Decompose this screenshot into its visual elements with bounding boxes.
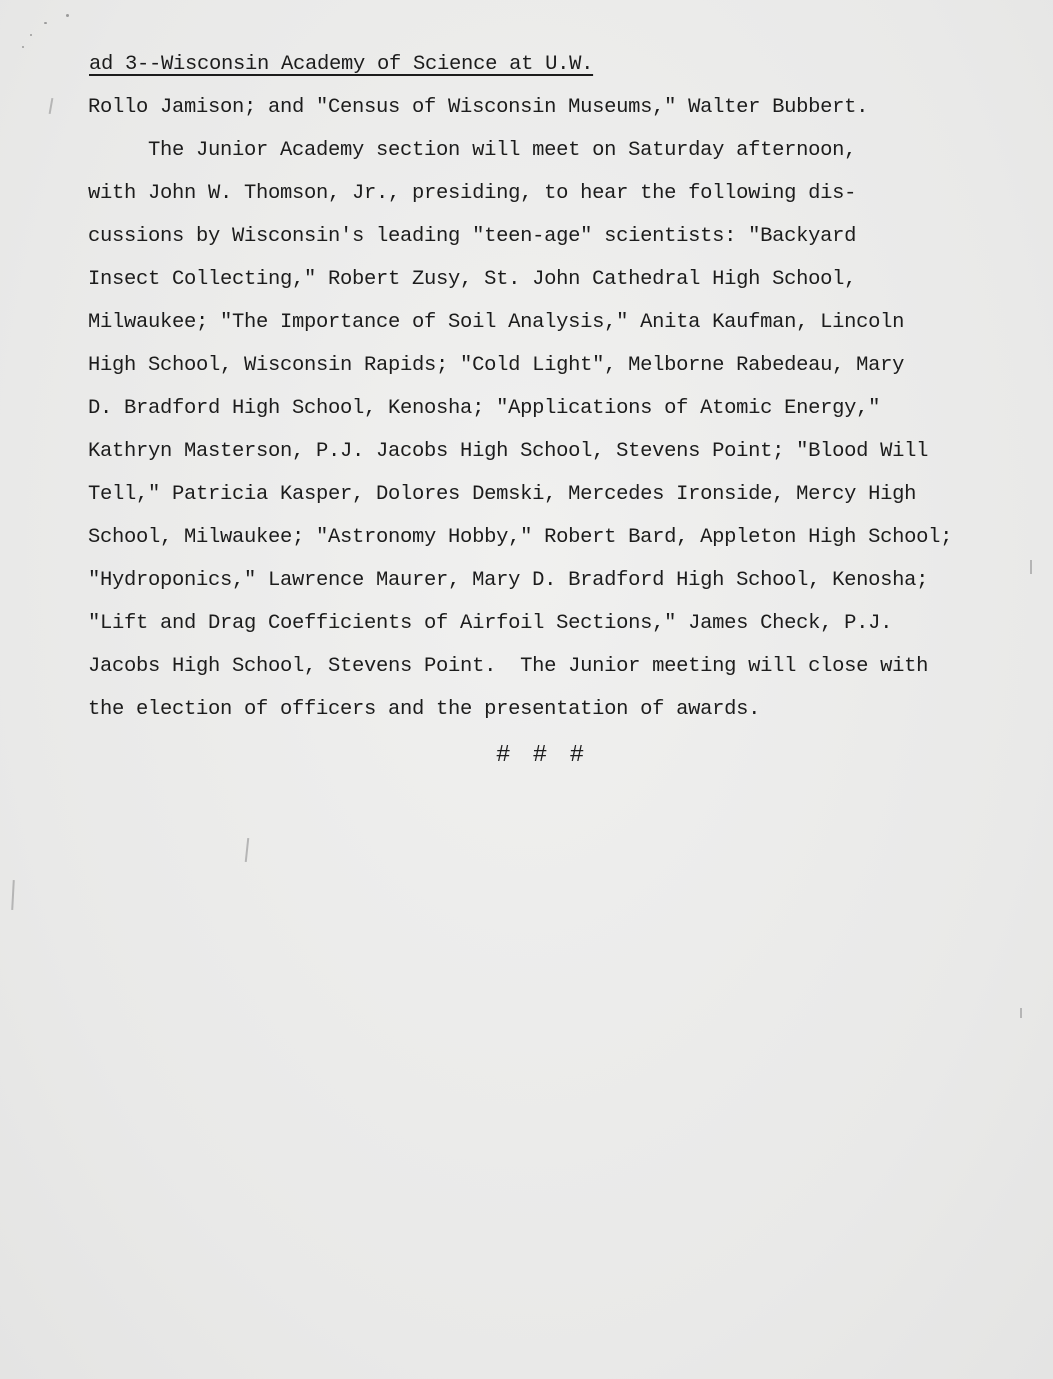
paper-speck (66, 14, 69, 17)
paper-scratch (11, 880, 15, 910)
paper-speck (22, 46, 24, 48)
body-line: D. Bradford High School, Kenosha; "Applications of Atomic Energy," (88, 397, 881, 420)
body-line: Rollo Jamison; and "Census of Wisconsin Museums," Walter Bubbert. (88, 96, 869, 119)
body-line: Milwaukee; "The Importance of Soil Analysis," Anita Kaufman, Lincoln (88, 311, 905, 334)
paper-scratch (49, 98, 54, 114)
body-line: Kathryn Masterson, P.J. Jacobs High School, Stevens Point; "Blood Will (88, 440, 929, 463)
body-line: with John W. Thomson, Jr., presiding, to hear the following dis- (88, 182, 857, 205)
paper-scratch (1030, 560, 1032, 574)
body-line: "Hydroponics," Lawrence Maurer, Mary D. Bradford High School, Kenosha; (88, 569, 929, 592)
paper-speck (30, 34, 32, 36)
body-line: Jacobs High School, Stevens Point. The Junior meeting will close with (88, 655, 929, 678)
body-line: Tell," Patricia Kasper, Dolores Demski, Mercedes Ironside, Mercy High (88, 483, 917, 506)
paper-scratch (245, 838, 249, 862)
body-line: The Junior Academy section will meet on Saturday afternoon, (88, 139, 857, 162)
body-line: the election of officers and the presentation of awards. (88, 698, 761, 721)
body-line: High School, Wisconsin Rapids; "Cold Light", Melborne Rabedeau, Mary (88, 354, 905, 377)
page-header: ad 3--Wisconsin Academy of Science at U.W. (89, 53, 594, 76)
body-line: Insect Collecting," Robert Zusy, St. John Cathedral High School, (88, 268, 857, 291)
end-mark: # # # (496, 742, 589, 769)
body-line: cussions by Wisconsin's leading "teen-age" scientists: "Backyard (88, 225, 857, 248)
paper-scratch (1020, 1008, 1022, 1018)
body-line: School, Milwaukee; "Astronomy Hobby," Robert Bard, Appleton High School; (88, 526, 953, 549)
paper-speck (44, 22, 47, 24)
body-line: "Lift and Drag Coefficients of Airfoil Sections," James Check, P.J. (88, 612, 893, 635)
